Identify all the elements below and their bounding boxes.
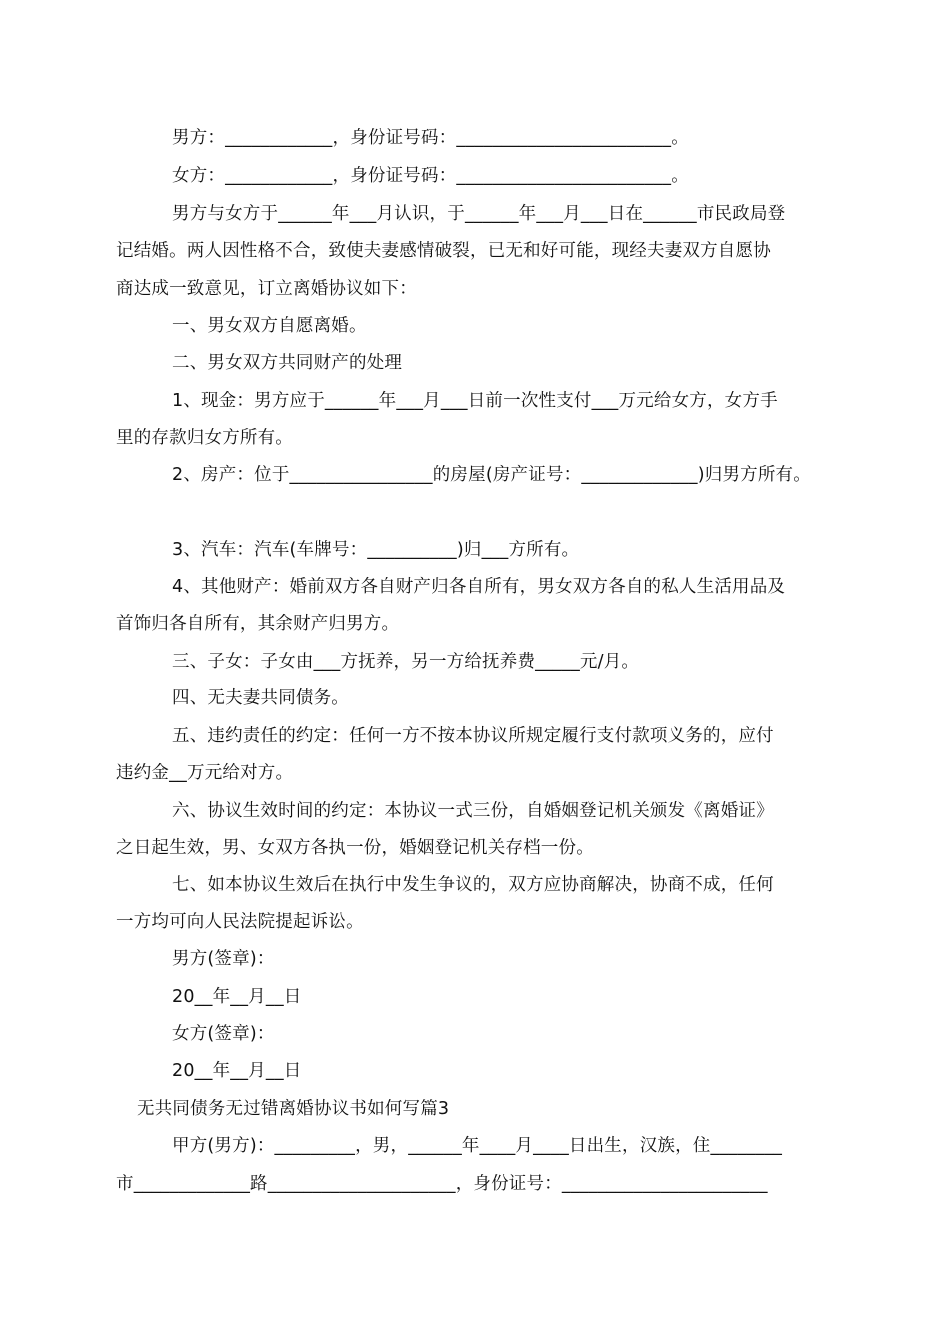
clause-2-item-1-line-2: 里的存款归女方所有。 [116,428,293,448]
clause-7-line-2: 一方均可向人民法院提起诉讼。 [116,912,364,932]
paragraph-intro-line-1: 男方与女方于______年___月认识，于______年___月___日在______市民政局登 [172,204,786,224]
female-signature-date: 20__年__月__日 [172,1061,302,1081]
clause-2: 二、男女双方共同财产的处理 [172,353,403,373]
party-a-line-2: 市_____________路_____________________，身份证号：_______________________ [116,1174,768,1194]
clause-2-item-2: 2、房产：位于________________的房屋(房产证号：_____________)归男方所有。 [172,465,811,485]
clause-5-line-2: 违约金__万元给对方。 [116,763,294,783]
male-signature: 男方(签章)： [172,949,275,969]
clause-2-item-1-line-1: 1、现金：男方应于______年___月___日前一次性支付___万元给女方，女方手 [172,391,778,411]
paragraph-intro-line-3: 商达成一致意见，订立离婚协议如下： [116,279,417,299]
clause-2-item-3: 3、汽车：汽车(车牌号：__________)归___方所有。 [172,540,580,560]
clause-7-line-1: 七、如本协议生效后在执行中发生争议的，双方应协商解决，协商不成，任何 [172,875,774,895]
clause-3: 三、子女：子女由___方抚养，另一方给抚养费_____元/月。 [172,652,640,672]
party-a-line-1: 甲方(男方)：_________，男，______年____月____日出生，汉族，住________ [172,1136,783,1156]
clause-6-line-2: 之日起生效，男、女双方各执一份，婚姻登记机关存档一份。 [116,838,594,858]
clause-2-item-4-line-1: 4、其他财产：婚前双方各自财产归各自所有，男女双方各自的私人生活用品及 [172,577,786,597]
clause-4: 四、无夫妻共同债务。 [172,688,349,708]
female-party-line: 女方：____________，身份证号码：________________________。 [172,166,689,186]
clause-6-line-1: 六、协议生效时间的约定：本协议一式三份，自婚姻登记机关颁发《离婚证》 [172,801,774,821]
male-party-line: 男方：____________，身份证号码：________________________。 [172,128,689,148]
paragraph-intro-line-2: 记结婚。两人因性格不合，致使夫妻感情破裂，已无和好可能，现经夫妻双方自愿协 [116,241,771,261]
section-heading: 无共同债务无过错离婚协议书如何写篇3 [137,1099,450,1119]
clause-1: 一、男女双方自愿离婚。 [172,316,367,336]
female-signature: 女方(签章)： [172,1024,275,1044]
clause-2-item-4-line-2: 首饰归各自所有，其余财产归男方。 [116,614,400,634]
clause-5-line-1: 五、违约责任的约定：任何一方不按本协议所规定履行支付款项义务的，应付 [172,726,774,746]
male-signature-date: 20__年__月__日 [172,987,302,1007]
